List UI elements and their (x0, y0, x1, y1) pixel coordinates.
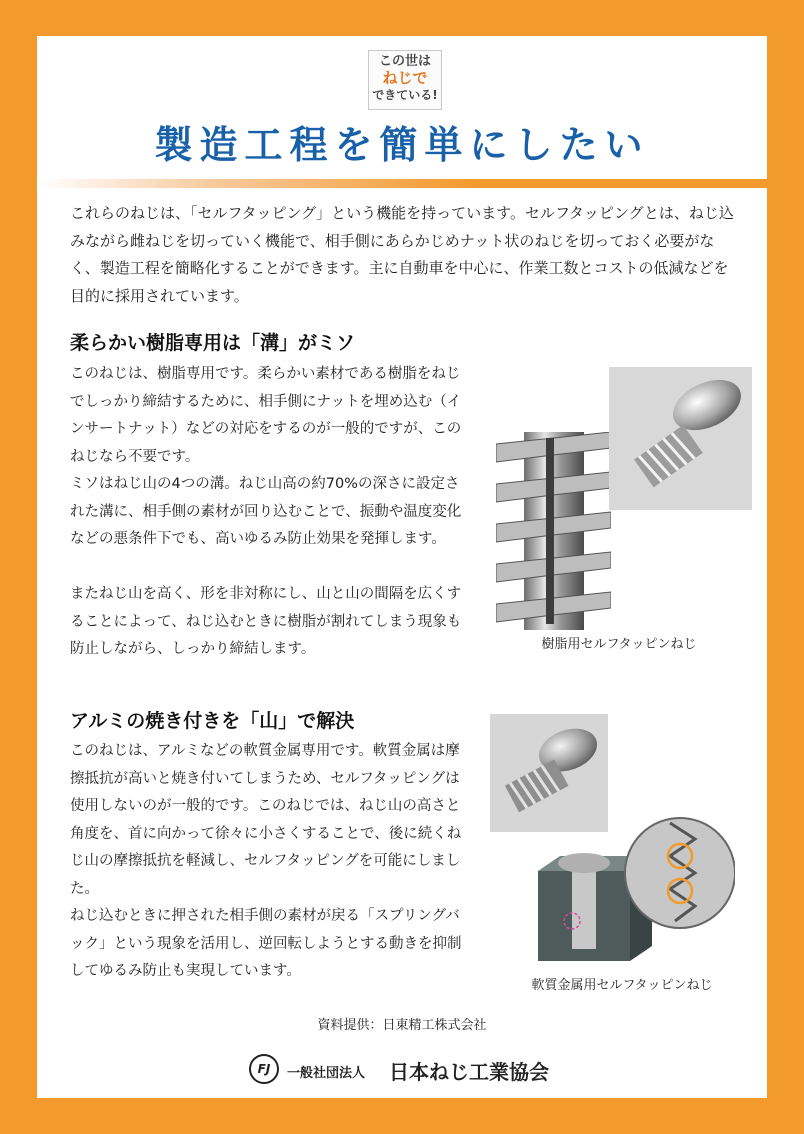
section1-paragraph-2: ミソはねじ山の4つの溝。ねじ山高の約70%の深さに設定された溝に、相手側の素材が回り込むことで、振動や温度変化などの悪条件下でも、高いゆるみ防止効果を発揮します。 (70, 476, 462, 547)
section1-paragraph-1: このねじは、樹脂専用です。柔らかい素材である樹脂をねじでしっかり締結するために、相手側にナットを埋め込む（インサートナット）などの対応をするのが一般的ですが、このねじなら不要です。 (70, 366, 462, 465)
logo-line-3: できている! (372, 88, 438, 102)
intro-paragraph: これらのねじは、「セルフタッピング」という機能を持っています。セルフタッピングとは、ねじ込みながら雌ねじを切っていく機能で、相手側にあらかじめナット状のねじを切っておく必要がなく、製造工程を簡略化することができます。主に自動車を中心に、作業工数とコストの低減などを目的に採用されています。 (70, 204, 734, 305)
logo-line-1: この世は (378, 54, 431, 69)
page-title: 製造工程を簡単にしたい (154, 123, 650, 167)
section1-image-caption: 樹脂用セルフタッピンねじ (541, 637, 697, 652)
title-divider (37, 179, 767, 188)
logo-line-2: ねじで (382, 69, 428, 87)
section1-paragraph-3: またねじ山を高く、形を非対称にし、山と山の間隔を広くすることによって、ねじ込むときに樹脂が割れてしまう現象も防止しながら、しっかり締結します。 (70, 586, 462, 657)
section2-paragraph-2: ねじ込むときに押された相手側の素材が戻る「スプリングバック」という現象を活用し、逆回転しようとする動きを抑制してゆるみ防止も実現しています。 (70, 908, 462, 979)
section1-heading: 柔らかい樹脂専用は「溝」がミソ (70, 332, 356, 354)
resin-screw-thread-closeup-image (496, 432, 611, 630)
organization-type: 一般社団法人 (287, 1066, 366, 1081)
footer-organization (249, 1052, 569, 1088)
organization-logo-icon: FJ (249, 1054, 279, 1084)
section2-image-caption: 軟質金属用セルフタッピンねじ (531, 978, 713, 993)
logo (368, 50, 442, 110)
source-credit: 資料提供：日東精工株式会社 (317, 1018, 487, 1033)
poster-sheet (37, 36, 767, 1098)
resin-screw-photo (609, 367, 752, 510)
section2-paragraph-1: このねじは、アルミなどの軟質金属専用です。軟質金属は摩擦抵抗が高いと焼き付いてしまうため、セルフタッピングは使用しないのが一般的です。このねじでは、ねじ山の高さと角度を、首に向かって徐々に小さくすることで、後に続くねじ山の摩擦抵抗を軽減し、セルフタッピングを可能にしました。 (70, 743, 462, 897)
section2-heading: アルミの焼き付きを「山」で解決 (70, 710, 355, 732)
organization-name: 日本ねじ工業協会 (389, 1060, 549, 1084)
soft-metal-screw-cross-section-diagram (530, 811, 735, 971)
